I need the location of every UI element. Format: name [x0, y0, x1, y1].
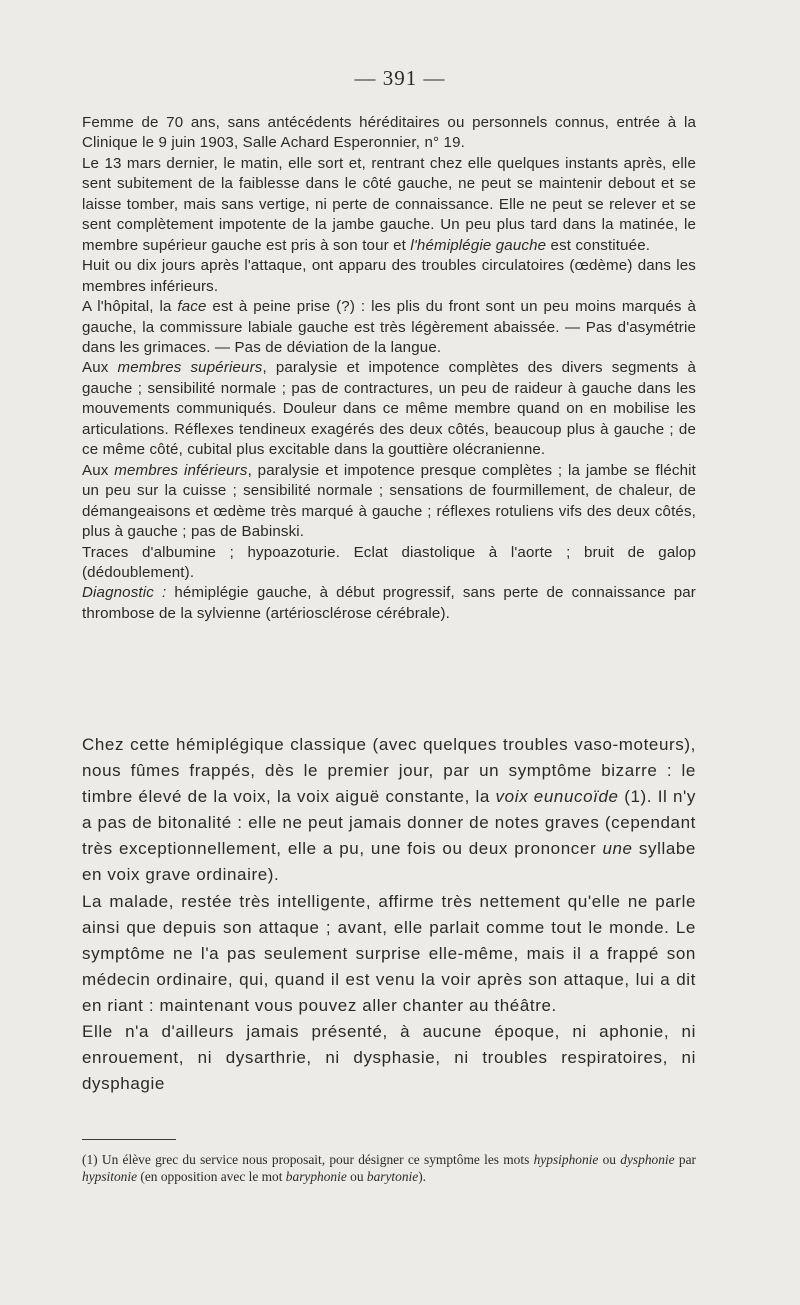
paragraph: Le 13 mars dernier, le matin, elle sort et, rentrant chez elle quelques instants après, elle sent subitement de la faiblesse dans le côté gauche, ne peut se maintenir debout et se laisse tomber, mais sans vertige, ni perte de connaissance. Elle ne peut se relever et se sent complètement impotente de la jambe gauche. Un peu plus tard dans la matinée, le membre supérieur gauche est pris à son tour et l'hémiplégie gauche est constituée. — [82, 154, 696, 254]
paragraph: Femme de 70 ans, sans antécédents héréditaires ou personnels connus, entrée à la Clinique le 9 juin 1903, Salle Achard Esperonnier, n° 19. — [82, 114, 696, 152]
paragraph: Huit ou dix jours après l'attaque, ont apparu des troubles circulatoires (œdème) dans les membres inférieurs. — [82, 257, 696, 295]
paragraph: La malade, restée très intelligente, affirme très nettement qu'elle ne parle ainsi que depuis son attaque ; avant, elle parlait comme tout le monde. Le symptôme ne l'a pas seulement surprise elle-même, mais il a frappé son médecin ordinaire, qui, quand il est venu la voir après son attaque, lui a dit en riant : maintenant vous pouvez aller chanter au théâtre. — [82, 891, 696, 1015]
paragraph: Chez cette hémiplégique classique (avec quelques troubles vaso-moteurs), nous fûmes frappés, dès le premier jour, par un symptôme bizarre : le timbre élevé de la voix, la voix aiguë constante, la voix eunucoïde (1). Il n'y a pas de bitonalité : elle ne peut jamais donner de notes graves (cependant très exceptionnellement, elle a pu, une fois ou deux prononcer une syllabe en voix grave ordinaire). — [82, 735, 697, 885]
footnote-text: (1) Un élève grec du service nous proposait, pour désigner ce symptôme les mots hypsiphonie ou dysphonie par hypsitonie (en opposition avec le mot baryphonie ou barytonie). — [82, 1152, 696, 1184]
paragraph: A l'hôpital, la face est à peine prise (?) : les plis du front sont un peu moins marqués à gauche, la commissure labiale gauche est très légèrement abaissée. — Pas d'asymétrie dans les grimaces. — Pas de déviation de la langue. — [82, 298, 697, 356]
paragraph: Aux membres supérieurs, paralysie et impotence complètes des divers segments à gauche ; sensibilité normale ; pas de contractures, un peu de raideur à gauche dans les mouvements communiqués. Douleur dans ce même membre quand on en mobilise les articulations. Réflexes tendineux exagérés des deux côtés, beaucoup plus à gauche ; de ce même côté, cubital plus excitable dans la gouttière olécranienne. — [82, 359, 696, 459]
case-report — [82, 113, 696, 624]
paragraph: Traces d'albumine ; hypoazoturie. Eclat diastolique à l'aorte ; bruit de galop (dédoublement). — [82, 543, 696, 581]
footnote-separator — [82, 1139, 176, 1140]
paragraph: Diagnostic : hémiplégie gauche, à début progressif, sans perte de connaissance par thrombose de la sylvienne (artériosclérose cérébrale). — [82, 584, 696, 622]
paragraph: Aux membres inférieurs, paralysie et impotence presque complètes ; la jambe se fléchit un peu sur la cuisse ; sensibilité normale ; sensations de fourmillement, de chaleur, de démangeaisons et œdème très marqué à gauche ; réflexes rotuliens vifs des deux côtés, plus à gauche ; pas de Babinski. — [82, 461, 697, 541]
paragraph: Elle n'a d'ailleurs jamais présenté, à aucune époque, ni aphonie, ni enrouement, ni dysarthrie, ni dysphasie, ni troubles respiratoires, ni dysphagie — [82, 1022, 696, 1094]
footnote — [82, 1152, 696, 1185]
commentary — [82, 732, 696, 1097]
page-number: — 391 — — [354, 66, 446, 90]
